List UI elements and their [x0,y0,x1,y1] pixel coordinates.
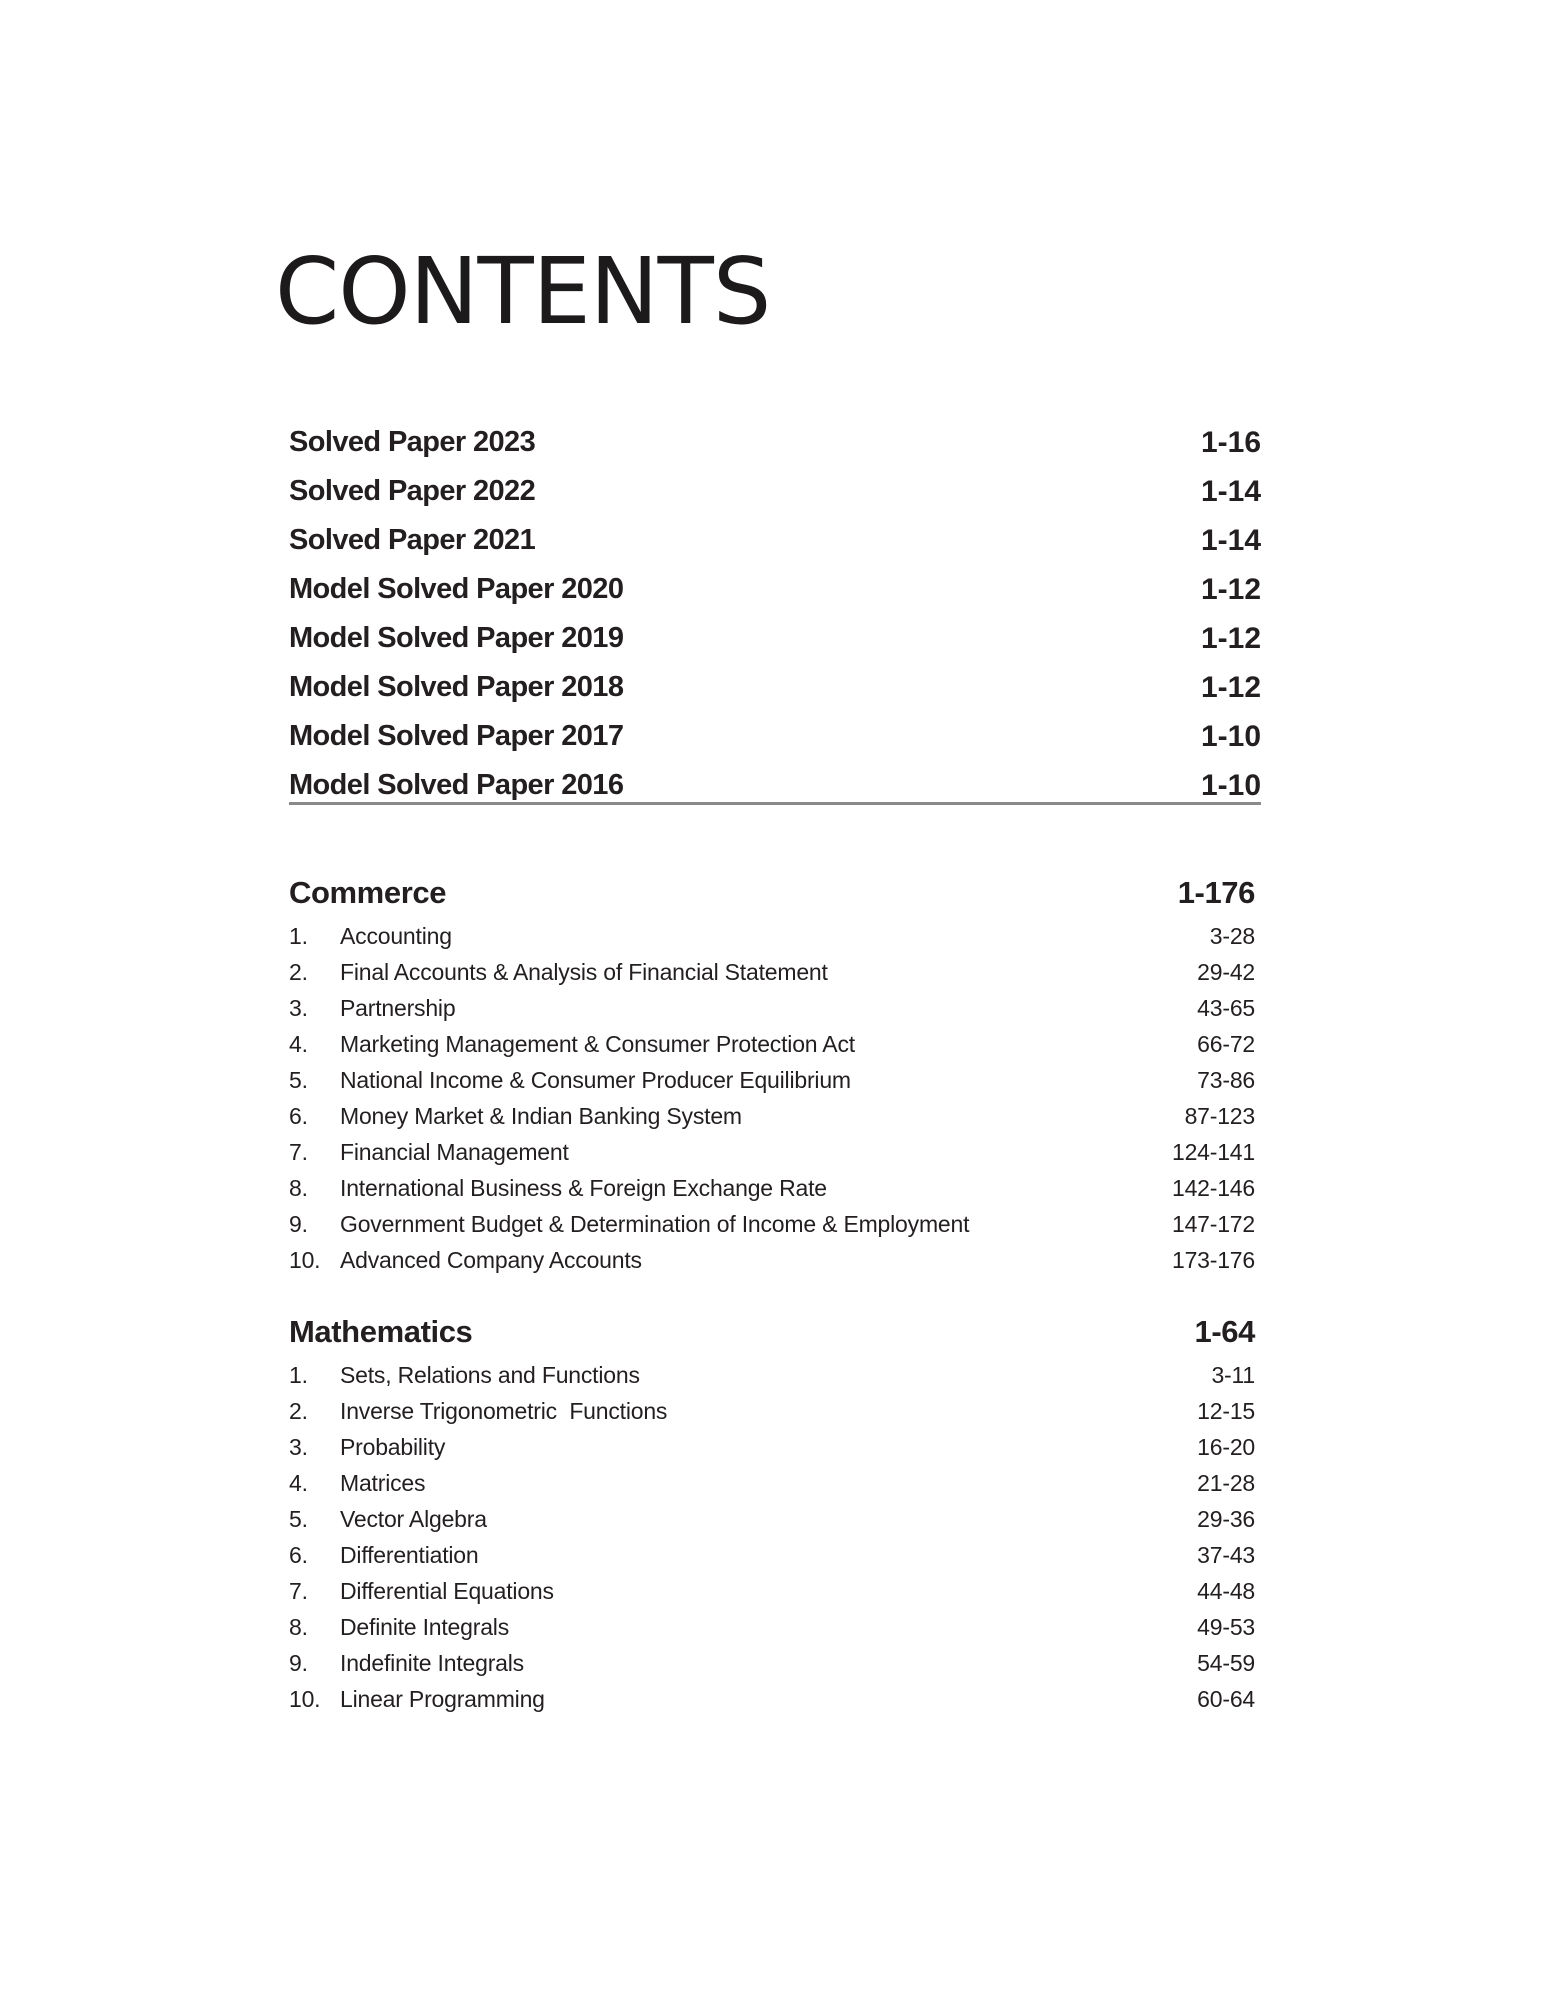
chapter-pages: 49-53 [1197,1614,1255,1640]
chapter-entry[interactable] [289,954,1255,990]
paper-entry[interactable] [289,614,1261,663]
chapter-entry[interactable] [289,1026,1255,1062]
chapter-entry[interactable] [289,1170,1255,1206]
chapter-pages: 173-176 [1171,1247,1255,1273]
chapter-entry[interactable] [289,1465,1255,1501]
chapter-number: 6. [289,1542,308,1568]
chapter-number: 3. [289,995,308,1021]
chapter-number: 7. [289,1139,308,1165]
paper-page-range: 1-10 [1200,769,1261,802]
chapter-pages: 60-64 [1197,1686,1255,1712]
paper-label: Model Solved Paper 2016 [289,769,624,801]
section-commerce [289,868,1255,1278]
chapter-title: Definite Integrals [340,1614,509,1640]
paper-label: Solved Paper 2023 [289,426,536,458]
section-title: Commerce [289,875,447,910]
chapter-number: 1. [289,923,308,949]
chapter-number: 10. [289,1247,321,1273]
chapter-title: Sets, Relations and Functions [340,1362,640,1388]
chapter-pages: 3-28 [1209,923,1255,949]
chapter-entry[interactable] [289,1357,1255,1393]
chapter-entry[interactable] [289,1501,1255,1537]
chapter-pages: 29-42 [1197,959,1255,985]
chapter-entry[interactable] [289,918,1255,954]
chapter-pages: 66-72 [1197,1031,1255,1057]
chapter-number: 2. [289,1398,308,1424]
chapter-number: 6. [289,1103,308,1129]
chapter-pages: 21-28 [1197,1470,1255,1496]
chapter-pages: 3-11 [1211,1362,1255,1388]
paper-page-range: 1-10 [1200,720,1261,753]
paper-label: Solved Paper 2021 [289,524,536,556]
chapter-number: 7. [289,1578,308,1604]
paper-label: Model Solved Paper 2018 [289,671,624,703]
chapter-number: 8. [289,1175,308,1201]
chapter-title: Government Budget & Determination of Income & Employment [340,1211,970,1237]
section-divider [289,802,1261,805]
chapter-entry[interactable] [289,1645,1255,1681]
section-page-range: 1-176 [1177,875,1255,910]
chapter-pages: 142-146 [1171,1175,1255,1201]
paper-label: Model Solved Paper 2017 [289,720,624,752]
paper-page-range: 1-12 [1200,622,1261,655]
chapter-title: Partnership [340,995,456,1021]
chapter-pages: 44-48 [1197,1578,1255,1604]
chapter-pages: 54-59 [1197,1650,1255,1676]
chapter-pages: 73-86 [1197,1067,1255,1093]
chapter-pages: 43-65 [1197,995,1255,1021]
chapter-number: 3. [289,1434,308,1460]
chapter-pages: 37-43 [1197,1542,1255,1568]
paper-page-range: 1-12 [1200,671,1261,704]
chapter-title: Marketing Management & Consumer Protection Act [340,1031,855,1057]
chapter-title: Differentiation [340,1542,479,1568]
chapter-title: Money Market & Indian Banking System [340,1103,742,1129]
chapter-pages: 124-141 [1171,1139,1255,1165]
section-heading[interactable] [289,1307,1255,1357]
chapter-number: 5. [289,1067,308,1093]
paper-label: Model Solved Paper 2019 [289,622,624,654]
page-title: CONTENTS [275,238,771,345]
chapter-pages: 12-15 [1197,1398,1255,1424]
paper-page-range: 1-16 [1200,426,1261,459]
paper-page-range: 1-14 [1200,475,1261,508]
chapter-title: Inverse Trigonometric Functions [340,1398,668,1424]
chapter-entry[interactable] [289,1242,1255,1278]
chapter-title: Final Accounts & Analysis of Financial Statement [340,959,828,985]
chapter-number: 1. [289,1362,308,1388]
chapter-title: Linear Programming [340,1686,545,1712]
chapter-title: National Income & Consumer Producer Equilibrium [340,1067,851,1093]
paper-entry[interactable] [289,467,1261,516]
chapter-title: Accounting [340,923,452,949]
paper-entry[interactable] [289,418,1261,467]
chapter-title: Differential Equations [340,1578,554,1604]
chapter-entry[interactable] [289,1573,1255,1609]
chapter-number: 9. [289,1650,308,1676]
section-mathematics [289,1307,1255,1717]
chapter-title: Indefinite Integrals [340,1650,524,1676]
paper-page-range: 1-14 [1200,524,1261,557]
chapter-number: 2. [289,959,308,985]
chapter-entry[interactable] [289,1206,1255,1242]
chapter-title: Probability [340,1434,446,1460]
chapter-number: 9. [289,1211,308,1237]
section-page-range: 1-64 [1194,1314,1255,1349]
chapter-number: 10. [289,1686,321,1712]
chapter-pages: 147-172 [1171,1211,1255,1237]
section-heading[interactable] [289,868,1255,918]
chapter-title: Matrices [340,1470,426,1496]
chapter-entry[interactable] [289,1537,1255,1573]
paper-entry[interactable] [289,663,1261,712]
paper-page-range: 1-12 [1200,573,1261,606]
chapter-entry[interactable] [289,1134,1255,1170]
chapter-entry[interactable] [289,1681,1255,1717]
section-title: Mathematics [289,1314,473,1349]
chapter-pages: 29-36 [1197,1506,1255,1532]
paper-label: Model Solved Paper 2020 [289,573,624,605]
paper-label: Solved Paper 2022 [289,475,536,507]
chapter-pages: 16-20 [1197,1434,1255,1460]
solved-papers-list [289,418,1261,810]
chapter-title: Vector Algebra [340,1506,487,1532]
chapter-number: 4. [289,1031,308,1057]
chapter-title: International Business & Foreign Exchange Rate [340,1175,827,1201]
paper-entry[interactable] [289,516,1261,565]
chapter-entry[interactable] [289,1393,1255,1429]
chapter-title: Advanced Company Accounts [340,1247,642,1273]
chapter-entry[interactable] [289,1429,1255,1465]
paper-entry[interactable] [289,565,1261,614]
chapter-title: Financial Management [340,1139,569,1165]
chapter-number: 8. [289,1614,308,1640]
chapter-number: 5. [289,1506,308,1532]
chapter-entry[interactable] [289,1062,1255,1098]
chapter-entry[interactable] [289,990,1255,1026]
chapter-number: 4. [289,1470,308,1496]
chapter-pages: 87-123 [1184,1103,1255,1129]
chapter-entry[interactable] [289,1098,1255,1134]
paper-entry[interactable] [289,712,1261,761]
chapter-entry[interactable] [289,1609,1255,1645]
